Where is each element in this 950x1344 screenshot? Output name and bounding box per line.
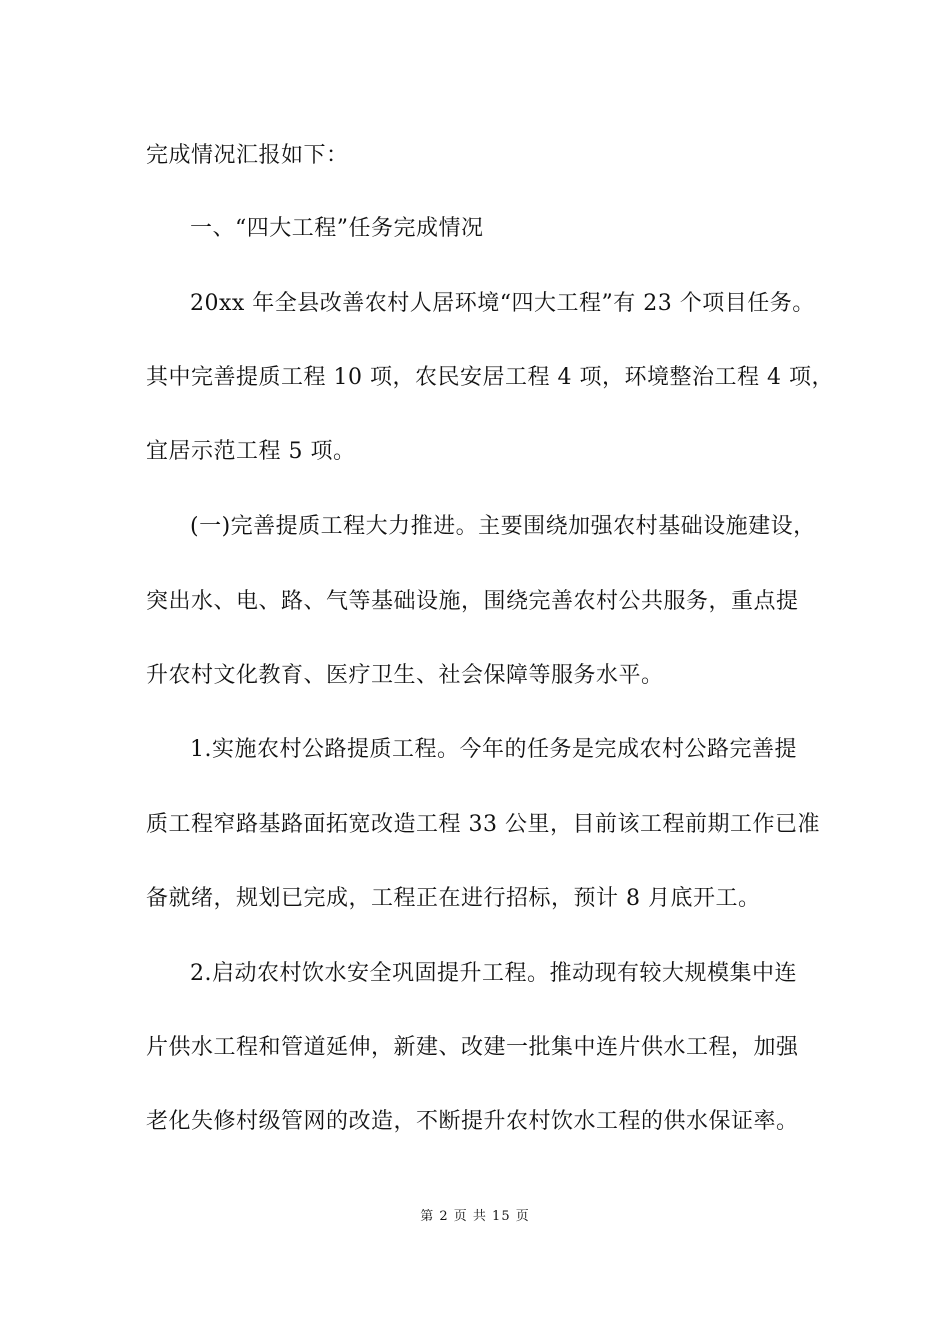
text-line: 20xx 年全县改善农村人居环境“四大工程”有 23 个项目任务。 xyxy=(190,291,815,316)
text-line: 备就绪，规划已完成，工程正在进行招标，预计 8 月底开工。 xyxy=(146,886,761,911)
text-line: 宜居示范工程 5 项。 xyxy=(146,439,356,464)
text-line: 升农村文化教育、医疗卫生、社会保障等服务水平。 xyxy=(146,663,664,688)
text-line: 突出水、电、路、气等基础设施，围绕完善农村公共服务，重点提 xyxy=(146,589,799,614)
numbered-item-line: 2.启动农村饮水安全巩固提升工程。推动现有较大规模集中连 xyxy=(190,961,797,986)
page-number: 第 2 页 共 15 页 xyxy=(420,1209,530,1224)
text-line: 老化失修村级管网的改造，不断提升农村饮水工程的供水保证率。 xyxy=(146,1109,799,1134)
section-heading: 一、“四大工程”任务完成情况 xyxy=(190,216,484,241)
page-footer xyxy=(0,1208,950,1226)
text-line: 片供水工程和管道延伸，新建、改建一批集中连片供水工程，加强 xyxy=(146,1035,799,1060)
numbered-item-line: 1.实施农村公路提质工程。今年的任务是完成农村公路完善提 xyxy=(190,737,797,762)
text-line: 质工程窄路基路面拓宽改造工程 33 公里，目前该工程前期工作已准 xyxy=(146,812,820,837)
subsection-heading-line: (一)完善提质工程大力推进。主要围绕加强农村基础设施建设， xyxy=(190,514,816,539)
text-line: 完成情况汇报如下： xyxy=(146,143,349,168)
text-line: 其中完善提质工程 10 项，农民安居工程 4 项，环境整治工程 4 项， xyxy=(146,365,834,390)
